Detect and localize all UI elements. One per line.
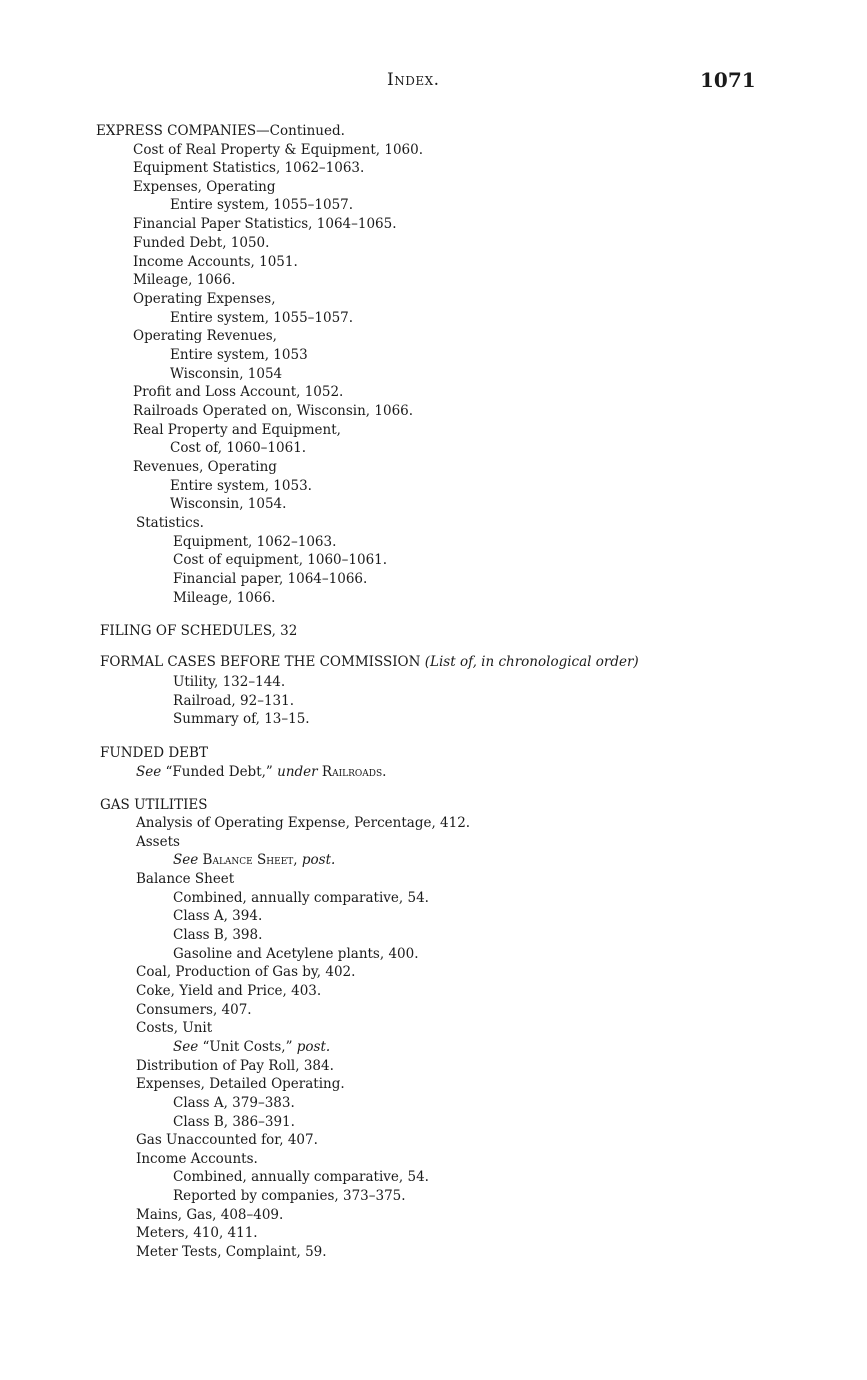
index-entry-text: FUNDED DEBT: [100, 745, 208, 761]
index-entry: [170, 495, 286, 514]
index-entry: [173, 570, 367, 589]
index-entry-text: Equipment, 1062–1063.: [173, 534, 337, 550]
index-entry: [170, 365, 282, 384]
index-entry-text: Entire system, 1053: [170, 347, 308, 363]
index-entry-text: Entire system, 1055–1057.: [170, 197, 354, 213]
index-entry-text: Income Accounts, 1051.: [133, 254, 298, 270]
index-entry: [173, 945, 419, 964]
index-entry-text: Utility, 132–144.: [173, 674, 286, 690]
index-entry: [136, 1001, 252, 1020]
index-entry: [173, 889, 429, 908]
index-entry: [173, 589, 275, 608]
index-entry-text: Cost of, 1060–1061.: [170, 440, 307, 456]
index-entry: [170, 309, 353, 328]
index-entry: [173, 551, 387, 570]
index-entry-text: FORMAL CASES BEFORE THE COMMISSION: [100, 654, 421, 670]
index-entry-text: Entire system, 1053.: [170, 478, 312, 494]
index-entry: [133, 421, 341, 440]
index-entry: [133, 141, 423, 160]
index-entry-text: Combined, annually comparative, 54.: [173, 890, 429, 906]
index-entry: [173, 692, 294, 711]
index-entry: [100, 653, 639, 672]
index-entry-text: Coal, Production of Gas by, 402.: [136, 964, 356, 980]
index-entry-part: Railroads.: [317, 764, 387, 780]
index-entry: [173, 907, 262, 926]
index-entry-text: Income Accounts.: [136, 1151, 258, 1167]
index-entry: [173, 1187, 406, 1206]
index-entry-text: Costs, Unit: [136, 1020, 213, 1036]
index-entry-text: Balance Sheet: [136, 871, 235, 887]
index-entry-text: Expenses, Operating: [133, 179, 276, 195]
index-entry: [133, 290, 276, 309]
index-entry: [136, 814, 470, 833]
index-entry-text: Financial Paper Statistics, 1064–1065.: [133, 216, 397, 232]
index-entry-text: Railroad, 92–131.: [173, 693, 294, 709]
index-entry: [173, 1094, 295, 1113]
index-entry-text: Operating Expenses,: [133, 291, 276, 307]
index-entry-text: Coke, Yield and Price, 403.: [136, 983, 322, 999]
index-entry-text: Cost of Real Property & Equipment, 1060.: [133, 142, 424, 158]
index-entry-text: Equipment Statistics, 1062–1063.: [133, 160, 365, 176]
index-entry: [173, 851, 335, 870]
index-entry-text: Summary of, 13–15.: [173, 711, 310, 727]
index-entry-text: Railroads Operated on, Wisconsin, 1066.: [133, 403, 414, 419]
index-entry: [133, 215, 397, 234]
index-entry: [100, 622, 297, 641]
index-entry-text: Wisconsin, 1054.: [170, 496, 287, 512]
index-entry: [170, 439, 306, 458]
index-entry-text: Cost of equipment, 1060–1061.: [173, 552, 388, 568]
index-entry: [136, 1150, 258, 1169]
index-entry-text: Statistics.: [136, 515, 204, 531]
index-entry: [136, 963, 355, 982]
index-entry-text: Class A, 394.: [173, 908, 263, 924]
index-entry-text: FILING OF SCHEDULES, 32: [100, 623, 298, 639]
index-entry-text: Real Property and Equipment,: [133, 422, 341, 438]
index-entry-text: Wisconsin, 1054: [170, 366, 283, 382]
index-entry: [173, 710, 310, 729]
index-entry: [136, 763, 386, 782]
index-entry: [173, 926, 262, 945]
index-entry-part: post.: [301, 852, 336, 868]
index-entry: [136, 1224, 258, 1243]
index-entry-text: Assets: [136, 834, 180, 850]
index-entry-part: “Unit Costs,”: [198, 1039, 297, 1055]
index-entry: [133, 402, 413, 421]
index-entry-text: Profit and Loss Account, 1052.: [133, 384, 344, 400]
index-entry-text: Funded Debt, 1050.: [133, 235, 270, 251]
index-entry-text: Reported by companies, 373–375.: [173, 1188, 406, 1204]
index-entry: [136, 982, 321, 1001]
index-entry-part: under: [277, 764, 318, 780]
index-entry: [133, 458, 277, 477]
index-entry-text: See: [173, 1039, 199, 1055]
index-entry-text: Consumers, 407.: [136, 1002, 252, 1018]
index-entry-text: Combined, annually comparative, 54.: [173, 1169, 429, 1185]
index-entry: [136, 1243, 327, 1262]
index-entry-part: post.: [296, 1039, 331, 1055]
index-entry: [170, 346, 308, 365]
index-entry-text: Analysis of Operating Expense, Percentage, 412.: [136, 815, 471, 831]
index-entry: [96, 122, 345, 141]
index-entry: [173, 1113, 295, 1132]
index-entry-text: GAS UTILITIES: [100, 797, 208, 813]
index-entry: [136, 1075, 345, 1094]
index-entry-text: Meters, 410, 411.: [136, 1225, 258, 1241]
index-entry-part: (List of, in chronological order): [420, 654, 639, 670]
index-entry-text: Class B, 398.: [173, 927, 263, 943]
index-entry: [173, 673, 285, 692]
index-entry-text: Financial paper, 1064–1066.: [173, 571, 368, 587]
index-entry: [133, 253, 298, 272]
index-entry: [133, 234, 269, 253]
page-title: Index.: [387, 70, 440, 90]
index-entry-text: Entire system, 1055–1057.: [170, 310, 354, 326]
index-entry-text: Distribution of Pay Roll, 384.: [136, 1058, 334, 1074]
index-entry-part: “Funded Debt,”: [161, 764, 278, 780]
index-entry: [170, 196, 353, 215]
index-entry: [100, 744, 208, 763]
index-entry-text: Mileage, 1066.: [173, 590, 276, 606]
index-entry: [133, 271, 235, 290]
index-entry-text: Gas Unaccounted for, 407.: [136, 1132, 318, 1148]
index-entry: [136, 833, 180, 852]
index-entry: [100, 796, 208, 815]
index-entry: [136, 1131, 318, 1150]
index-entry: [133, 327, 277, 346]
index-entry: [133, 159, 364, 178]
index-entry-text: Meter Tests, Complaint, 59.: [136, 1244, 327, 1260]
index-entry: [173, 1038, 330, 1057]
index-entry-part: Balance Sheet,: [198, 852, 302, 868]
page-number: 1071: [700, 68, 756, 92]
index-entry: [170, 477, 312, 496]
index-entry-text: Gasoline and Acetylene plants, 400.: [173, 946, 419, 962]
index-entry-text: Mileage, 1066.: [133, 272, 236, 288]
index-entry-text: Operating Revenues,: [133, 328, 277, 344]
index-entry-text: See: [136, 764, 162, 780]
index-entry: [136, 870, 234, 889]
index-entry: [136, 1057, 334, 1076]
index-entry-text: Mains, Gas, 408–409.: [136, 1207, 284, 1223]
index-entry-text: Class B, 386–391.: [173, 1114, 295, 1130]
index-entry: [133, 178, 276, 197]
index-entry: [136, 514, 204, 533]
index-entry-text: See: [173, 852, 199, 868]
index-entry: [173, 533, 336, 552]
index-entry: [136, 1019, 212, 1038]
index-entry-text: EXPRESS COMPANIES—Continued.: [96, 123, 345, 139]
index-entry-text: Expenses, Detailed Operating.: [136, 1076, 345, 1092]
index-entry-text: Revenues, Operating: [133, 459, 277, 475]
index-entry: [136, 1206, 283, 1225]
index-entry: [173, 1168, 429, 1187]
index-entry-text: Class A, 379–383.: [173, 1095, 295, 1111]
index-entry: [133, 383, 343, 402]
